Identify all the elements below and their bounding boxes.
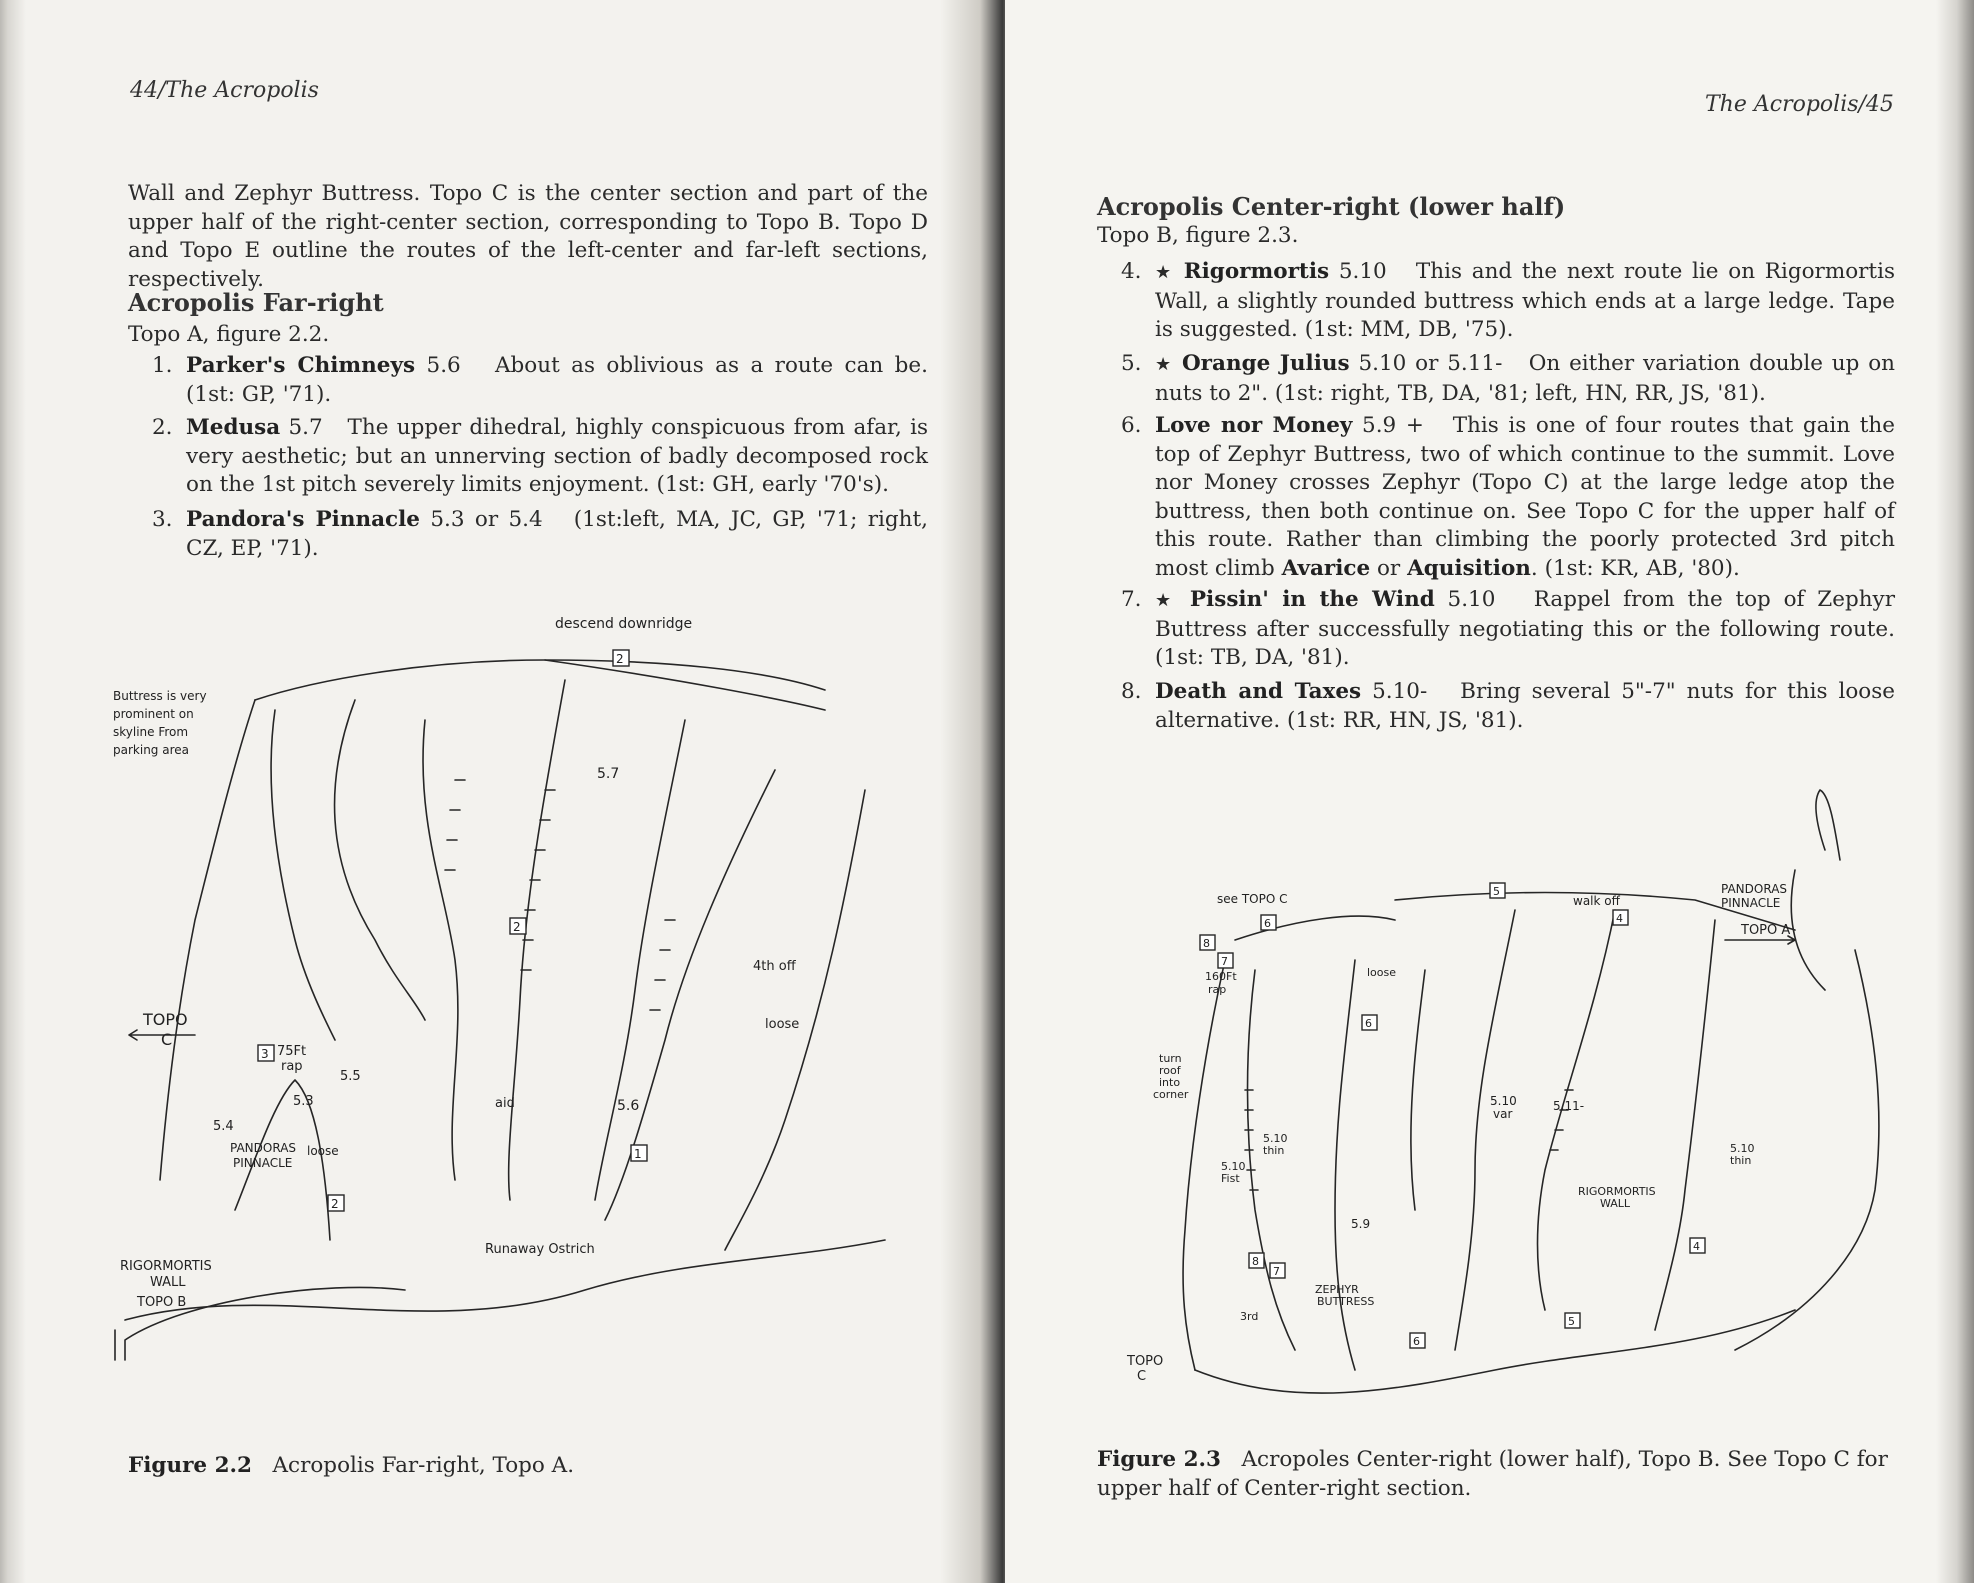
route-description: Rappel from the top of Zephyr Buttress after successfully negotiating this or the following route. (1st: TB, DA, '81).	[1155, 587, 1895, 670]
route-marker-4-low: 4	[1693, 1240, 1700, 1253]
loose-label-right: loose	[765, 1017, 800, 1032]
route-item-5	[1121, 350, 1896, 408]
rap-label-2: rap	[1208, 983, 1227, 996]
route-grade: 5.3 or 5.4	[430, 507, 543, 532]
route-name: Love nor Money	[1155, 413, 1353, 438]
star-icon: ★	[1155, 590, 1178, 611]
page-edge-shadow	[1936, 0, 1974, 1583]
pandoras-label-2: PINNACLE	[233, 1156, 293, 1170]
topo-c-pointer-2: C	[161, 1030, 173, 1049]
section-subheading: Topo A, figure 2.2.	[128, 322, 330, 347]
route-description: On either variation double up on nuts to 2". (1st: right, TB, DA, '81; left, HN, RR, JS, '81).	[1155, 351, 1896, 406]
caption-label: Figure 2.2	[128, 1453, 252, 1478]
route-description: This is one of four routes that gain the top of Zephyr Buttress, two of which continue to the summit. Love nor Money crosses Zephyr (Topo C) at the large ledge atop the buttress, then both continue on. See Topo C for the upper half of this route. Rather than climbing the poorly protected 3rd pitch most climb	[1155, 413, 1895, 581]
running-head-right: The Acropolis/45	[1705, 92, 1894, 117]
pandoras-label-2: PINNACLE	[1721, 896, 1781, 910]
route-marker-4-top: 4	[1616, 912, 1623, 925]
star-icon: ★	[1155, 262, 1175, 283]
loose-label: loose	[1367, 966, 1397, 979]
grade-510-thin-1: 5.10	[1263, 1132, 1288, 1145]
route-first-ascent: . (1st: KR, AB, '80).	[1530, 555, 1740, 581]
route-number: 2.	[152, 415, 173, 440]
section-subheading: Topo B, figure 2.3.	[1097, 223, 1299, 248]
route-marker-2-mid: 2	[513, 920, 521, 934]
turn-label-1: turn	[1159, 1052, 1182, 1065]
topo-c-label-1: TOPO	[1127, 1354, 1164, 1369]
route-ticks	[445, 780, 465, 870]
route-number: 6.	[1121, 413, 1142, 438]
route-name: Medusa	[186, 415, 281, 440]
route-marker-8-low: 8	[1252, 1255, 1259, 1268]
grade-510-var-2: var	[1493, 1107, 1513, 1121]
rigormortis-label-1: RIGORMORTIS	[120, 1259, 212, 1274]
grade-59: 5.9	[1351, 1217, 1371, 1231]
left-page	[0, 0, 985, 1583]
topo-c-pointer-1: TOPO	[143, 1010, 188, 1029]
upper-ledge	[1235, 893, 1795, 941]
see-topo-c-label: see TOPO C	[1217, 892, 1288, 906]
grade-510-thin-2: thin	[1263, 1144, 1285, 1157]
buttress-note-4: parking area	[113, 743, 189, 757]
fourth-off-label: 4th off	[753, 959, 796, 974]
route-name: Parker's Chimneys	[186, 353, 416, 378]
route-ref-aquisition: Aquisition	[1407, 555, 1531, 581]
buttress-note-2: prominent on	[113, 707, 194, 721]
skyline-ridge	[255, 660, 825, 700]
topo-b-figure	[1095, 790, 1925, 1430]
route-marker-7-top: 7	[1221, 955, 1228, 968]
pandoras-label-1: PANDORAS	[230, 1141, 297, 1155]
grade-510-fist-1: 5.10	[1221, 1160, 1246, 1173]
buttress-note-3: skyline From	[113, 725, 189, 739]
route-number: 8.	[1121, 679, 1142, 704]
rigormortis-label-2: WALL	[150, 1275, 186, 1290]
route-description: (1st:left, MA, JC, GP, '71; right, CZ, EP, '71).	[186, 507, 928, 561]
turn-label-2: roof	[1159, 1064, 1181, 1077]
page-edge-shadow	[0, 0, 26, 1583]
route-name: Orange Julius	[1181, 351, 1350, 376]
grade-57: 5.7	[597, 766, 620, 782]
star-icon: ★	[1155, 354, 1174, 375]
route-description: About as oblivious as a route can be. (1st: GP, '71).	[186, 353, 928, 407]
pandoras-label-1: PANDORAS	[1721, 882, 1788, 896]
route-item-7	[1121, 586, 1895, 673]
rigormortis-label-1: RIGORMORTIS	[1578, 1185, 1656, 1198]
running-head-left: 44/The Acropolis	[130, 78, 319, 103]
turn-label-4: corner	[1153, 1088, 1189, 1101]
route-description: This and the next route lie on Rigormortis Wall, a slightly rounded buttress which ends at a large ledge. Tape is suggested. (1st: MM, DB, '75).	[1155, 259, 1895, 342]
caption-text: Acropolis Far-right, Topo A.	[272, 1453, 575, 1478]
descent-ridge	[545, 660, 825, 710]
route-number: 7.	[1121, 587, 1142, 612]
route-grade: 5.7	[288, 415, 323, 440]
caption-text: Acropoles Center-right (lower half), Topo B. See Topo C for upper half of Center-right section.	[1097, 1447, 1888, 1501]
pinnacle-side	[1791, 870, 1825, 990]
route-ref-connector: or	[1376, 555, 1401, 581]
route-marker-2-top: 2	[616, 652, 624, 666]
loose-label-left: loose	[307, 1144, 339, 1158]
route-marker-6-top: 6	[1264, 917, 1271, 930]
route-ref-avarice: Avarice	[1281, 555, 1371, 581]
section-heading-far-right: Acropolis Far-right	[128, 288, 384, 317]
grade-510-fist-2: Fist	[1221, 1172, 1240, 1185]
route-marker-5-low: 5	[1568, 1315, 1575, 1328]
figure-caption-2-2	[128, 1452, 574, 1481]
route-number: 1.	[152, 353, 173, 378]
section-heading-center-right: Acropolis Center-right (lower half)	[1097, 192, 1566, 221]
route-grade: 5.10	[1447, 587, 1496, 612]
route-marker-8-top: 8	[1203, 937, 1210, 950]
route-item-8	[1121, 678, 1895, 735]
figure-caption-2-3	[1097, 1446, 1897, 1503]
route-name: Rigormortis	[1183, 259, 1330, 284]
topo-b-label: TOPO B	[137, 1295, 187, 1310]
third-class-label: 3rd	[1240, 1310, 1259, 1323]
buttress-edge	[271, 710, 335, 1040]
route-item-3	[152, 506, 928, 563]
zephyr-label-1: ZEPHYR	[1315, 1283, 1359, 1296]
buttress-note-1: Buttress is very	[113, 689, 207, 703]
route-grade: 5.9 +	[1362, 413, 1424, 438]
route-grade: 5.10-	[1372, 679, 1428, 704]
grade-510-var-1: 5.10	[1490, 1094, 1517, 1108]
route-description: Bring several 5"-7" nuts for this loose alternative. (1st: RR, HN, JS, '81).	[1155, 679, 1895, 733]
zephyr-label-2: BUTTRESS	[1317, 1295, 1375, 1308]
base-outline	[1195, 1310, 1795, 1393]
rigormortis-route-line	[1655, 920, 1715, 1330]
route-name: Pandora's Pinnacle	[186, 507, 420, 532]
rap-label-2: rap	[281, 1059, 303, 1074]
route-marker-3: 3	[261, 1047, 269, 1061]
rigormortis-left-edge	[1455, 910, 1515, 1350]
topo-c-label-2: C	[1137, 1369, 1147, 1384]
route-grade: 5.10 or 5.11-	[1358, 351, 1503, 376]
route-item-1	[152, 352, 928, 409]
topo-a-figure	[113, 616, 945, 1360]
route-item-4	[1121, 258, 1895, 345]
right-crack-line	[595, 720, 685, 1200]
rap-label-1: 75Ft	[277, 1044, 307, 1059]
topo-a-pointer: TOPO A	[1741, 923, 1791, 938]
dihedral-line	[509, 680, 565, 1200]
grade-510-thin-b2: thin	[1730, 1154, 1752, 1167]
route-name: Death and Taxes	[1155, 679, 1362, 704]
route-number: 4.	[1121, 259, 1142, 284]
route-name: Pissin' in the Wind	[1189, 587, 1435, 612]
route-marker-7-low: 7	[1273, 1265, 1280, 1278]
turn-label-3: into	[1159, 1076, 1181, 1089]
route-number: 5.	[1121, 351, 1142, 376]
walk-off-label: walk off	[1573, 894, 1620, 908]
route-marker-1: 1	[634, 1147, 642, 1161]
rigormortis-label-2: WALL	[1600, 1197, 1631, 1210]
zephyr-left-edge	[1183, 960, 1225, 1370]
route-marker-6-low: 6	[1413, 1335, 1420, 1348]
rigormortis-right-edge	[1735, 950, 1879, 1350]
route-marker-6-mid: 6	[1365, 1017, 1372, 1030]
route-grade: 5.6	[426, 353, 461, 378]
route-grade: 5.10	[1338, 259, 1387, 284]
intro-text: Wall and Zephyr Buttress. Topo C is the center section and part of the upper half of the right-center section, corresponding to Topo B. Topo D and Topo E outline the routes of the left-center and far-left sections, respectively.	[128, 181, 928, 292]
zephyr-crack	[1248, 970, 1296, 1350]
caption-label: Figure 2.3	[1097, 1447, 1221, 1472]
grade-55: 5.5	[340, 1069, 361, 1084]
grade-54: 5.4	[213, 1119, 234, 1134]
grade-511: 5.11-	[1553, 1099, 1585, 1113]
route-marker-5-top: 5	[1493, 885, 1500, 898]
descend-label: descend downridge	[555, 616, 693, 632]
runaway-ostrich-label: Runaway Ostrich	[485, 1242, 595, 1257]
aid-label: aid	[495, 1096, 515, 1111]
grade-53: 5.3	[293, 1094, 314, 1109]
route-item-6	[1121, 412, 1895, 583]
grade-510-thin-b1: 5.10	[1730, 1142, 1755, 1155]
route-ticks	[650, 920, 675, 1010]
chimney-line	[335, 700, 425, 1020]
medusa-line	[423, 720, 458, 1180]
intro-paragraph	[128, 180, 928, 294]
love-nor-money-line	[1335, 960, 1355, 1370]
route-marker-2-low: 2	[331, 1197, 339, 1211]
rap-label-1: 160Ft	[1205, 970, 1237, 983]
route-ticks	[521, 790, 555, 970]
route-number: 3.	[152, 507, 173, 532]
route-item-2	[152, 414, 928, 500]
buttress-outline	[160, 700, 255, 1180]
zephyr-right-edge	[1411, 970, 1425, 1210]
right-page	[1005, 0, 1974, 1583]
route-description: The upper dihedral, highly conspicuous from afar, is very aesthetic; but an unnerving section of badly decomposed rock on the 1st pitch severely limits enjoyment. (1st: GH, early '70's).	[186, 415, 928, 497]
grade-56: 5.6	[617, 1098, 640, 1114]
pandoras-pinnacle-tip	[1816, 790, 1840, 860]
